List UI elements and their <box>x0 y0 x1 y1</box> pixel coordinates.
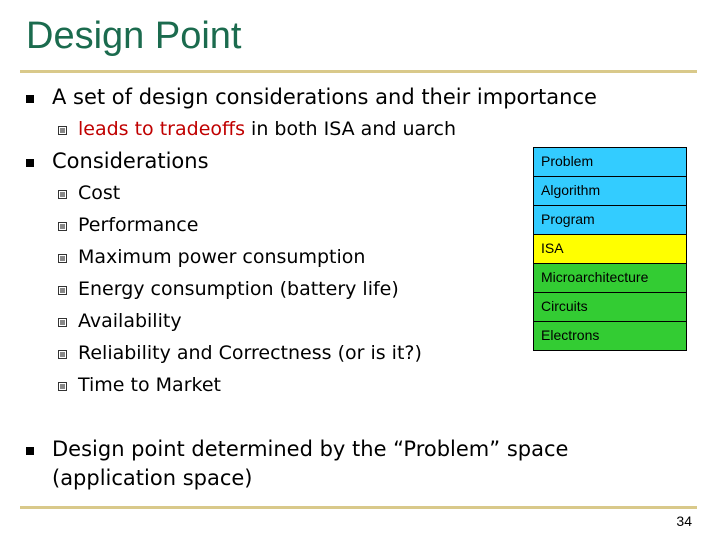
consideration-label: Energy consumption (battery life) <box>78 278 399 300</box>
abstraction-layer-stack <box>533 147 687 351</box>
bullet-design-considerations <box>52 86 597 109</box>
consideration-label: Performance <box>78 214 199 236</box>
checkbox-bullet-icon <box>58 126 67 135</box>
checkbox-bullet-icon <box>58 190 67 199</box>
bottom-divider <box>20 506 697 509</box>
top-divider <box>20 70 697 73</box>
checkbox-bullet-icon <box>58 222 67 231</box>
square-bullet-icon <box>26 447 34 455</box>
tradeoffs-highlight: leads to tradeoffs <box>78 118 245 140</box>
checkbox-bullet-icon <box>58 286 67 295</box>
bullet-design-point <box>52 438 568 490</box>
layer-algorithm: Algorithm <box>533 177 687 206</box>
checkbox-bullet-icon <box>58 254 67 263</box>
square-bullet-icon <box>26 159 34 167</box>
tradeoffs-rest: in both ISA and uarch <box>245 118 457 140</box>
slide-title: Design Point <box>26 15 242 57</box>
consideration-label: Cost <box>78 182 121 204</box>
design-point-line-2: (application space) <box>52 466 253 491</box>
checkbox-bullet-icon <box>58 318 67 327</box>
bullet-considerations <box>52 150 209 173</box>
consideration-item <box>78 279 399 300</box>
consideration-label: Time to Market <box>78 374 221 396</box>
layer-problem: Problem <box>533 147 687 177</box>
bullet-text: A set of design considerations and their importance <box>52 85 597 109</box>
sub-bullet-tradeoffs <box>78 119 456 140</box>
layer-microarchitecture: Microarchitecture <box>533 264 687 293</box>
layer-isa: ISA <box>533 235 687 264</box>
consideration-item <box>78 215 198 236</box>
consideration-label: Reliability and Correctness (or is it?) <box>78 342 422 364</box>
consideration-item <box>78 311 182 332</box>
checkbox-bullet-icon <box>58 382 67 391</box>
layer-circuits: Circuits <box>533 293 687 322</box>
consideration-item <box>78 343 422 364</box>
consideration-item <box>78 375 221 396</box>
design-point-line-1: Design point determined by the “Problem” space <box>52 437 569 461</box>
layer-electrons: Electrons <box>533 322 687 351</box>
bullet-text: Considerations <box>52 149 209 173</box>
consideration-item <box>78 247 365 268</box>
consideration-item <box>78 183 120 204</box>
consideration-label: Maximum power consumption <box>78 246 366 268</box>
page-number: 34 <box>676 513 692 529</box>
square-bullet-icon <box>26 95 34 103</box>
layer-program: Program <box>533 206 687 235</box>
consideration-label: Availability <box>78 310 182 332</box>
checkbox-bullet-icon <box>58 350 67 359</box>
